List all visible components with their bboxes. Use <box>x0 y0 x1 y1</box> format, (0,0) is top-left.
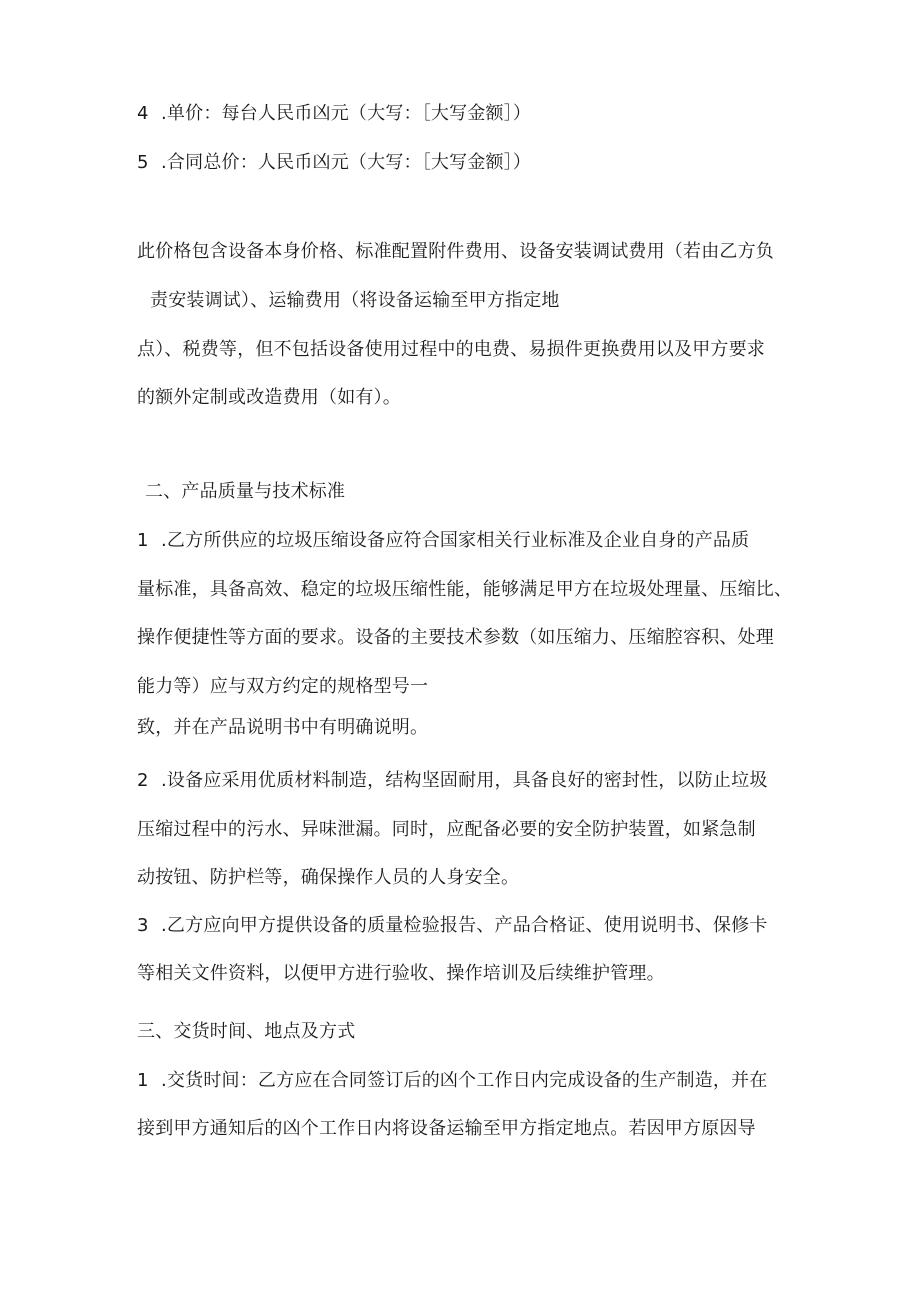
item-number: 1 <box>137 530 149 551</box>
price-note-line: 的额外定制或改造费用（如有）。 <box>137 387 401 408</box>
paragraph-line: 等相关文件资料，以便甲方进行验收、操作培训及后续维护管理。 <box>137 963 665 984</box>
paragraph-line <box>137 529 749 553</box>
item-number: 3 <box>137 915 149 936</box>
price-note-line: 点）、税费等，但不包括设备使用过程中的电费、易损件更换费用以及甲方要求 <box>137 339 765 360</box>
total-price-item <box>137 151 531 175</box>
paragraph-line <box>137 769 768 793</box>
unit-price-item <box>137 102 531 126</box>
paragraph-line: 接到甲方通知后的凶个工作日内将设备运输至甲方指定地点。若因甲方原因导 <box>137 1118 756 1139</box>
paragraph-line <box>137 1069 768 1093</box>
paragraph-line: 动按钮、防护栏等，确保操作人员的人身安全。 <box>137 867 520 888</box>
price-note-line: 责安装调试）、运输费用（将设备运输至甲方指定地 <box>150 290 560 311</box>
item-text: .合同总价：人民币凶元（大写：［大写金额］） <box>161 152 532 173</box>
item-text: .设备应采用优质材料制造，结构坚固耐用，具备良好的密封性，以防止垃圾 <box>161 770 768 791</box>
section-heading: 三、交货时间、地点及方式 <box>137 1021 356 1042</box>
paragraph-line: 操作便捷性等方面的要求。设备的主要技术参数（如压缩力、压缩腔容积、处理 <box>137 627 774 648</box>
item-number: 2 <box>137 770 149 791</box>
paragraph-line: 能力等）应与双方约定的规格型号一 <box>137 676 429 697</box>
item-text: .乙方所供应的垃圾压缩设备应符合国家相关行业标准及企业自身的产品质 <box>161 530 750 551</box>
item-text: .单价：每台人民币凶元（大写：［大写金额］） <box>161 103 532 124</box>
price-note-line: 此价格包含设备本身价格、标准配置附件费用、设备安装调试费用（若由乙方负 <box>137 241 774 262</box>
item-number: 1 <box>137 1070 149 1091</box>
paragraph-line: 致，并在产品说明书中有明确说明。 <box>137 717 429 738</box>
paragraph-line: 量标准，具备高效、稳定的垃圾压缩性能，能够满足甲方在垃圾处理量、压缩比、 <box>137 579 793 600</box>
item-text: .乙方应向甲方提供设备的质量检验报告、产品合格证、使用说明书、保修卡 <box>161 915 768 936</box>
item-number: 5 <box>137 152 149 173</box>
item-text: .交货时间：乙方应在合同签订后的凶个工作日内完成设备的生产制造，并在 <box>161 1070 768 1091</box>
paragraph-line <box>137 914 768 938</box>
item-number: 4 <box>137 103 149 124</box>
section-heading: 二、产品质量与技术标准 <box>145 481 346 502</box>
paragraph-line: 压缩过程中的污水、异味泄漏。同时，应配备必要的安全防护装置，如紧急制 <box>137 819 756 840</box>
